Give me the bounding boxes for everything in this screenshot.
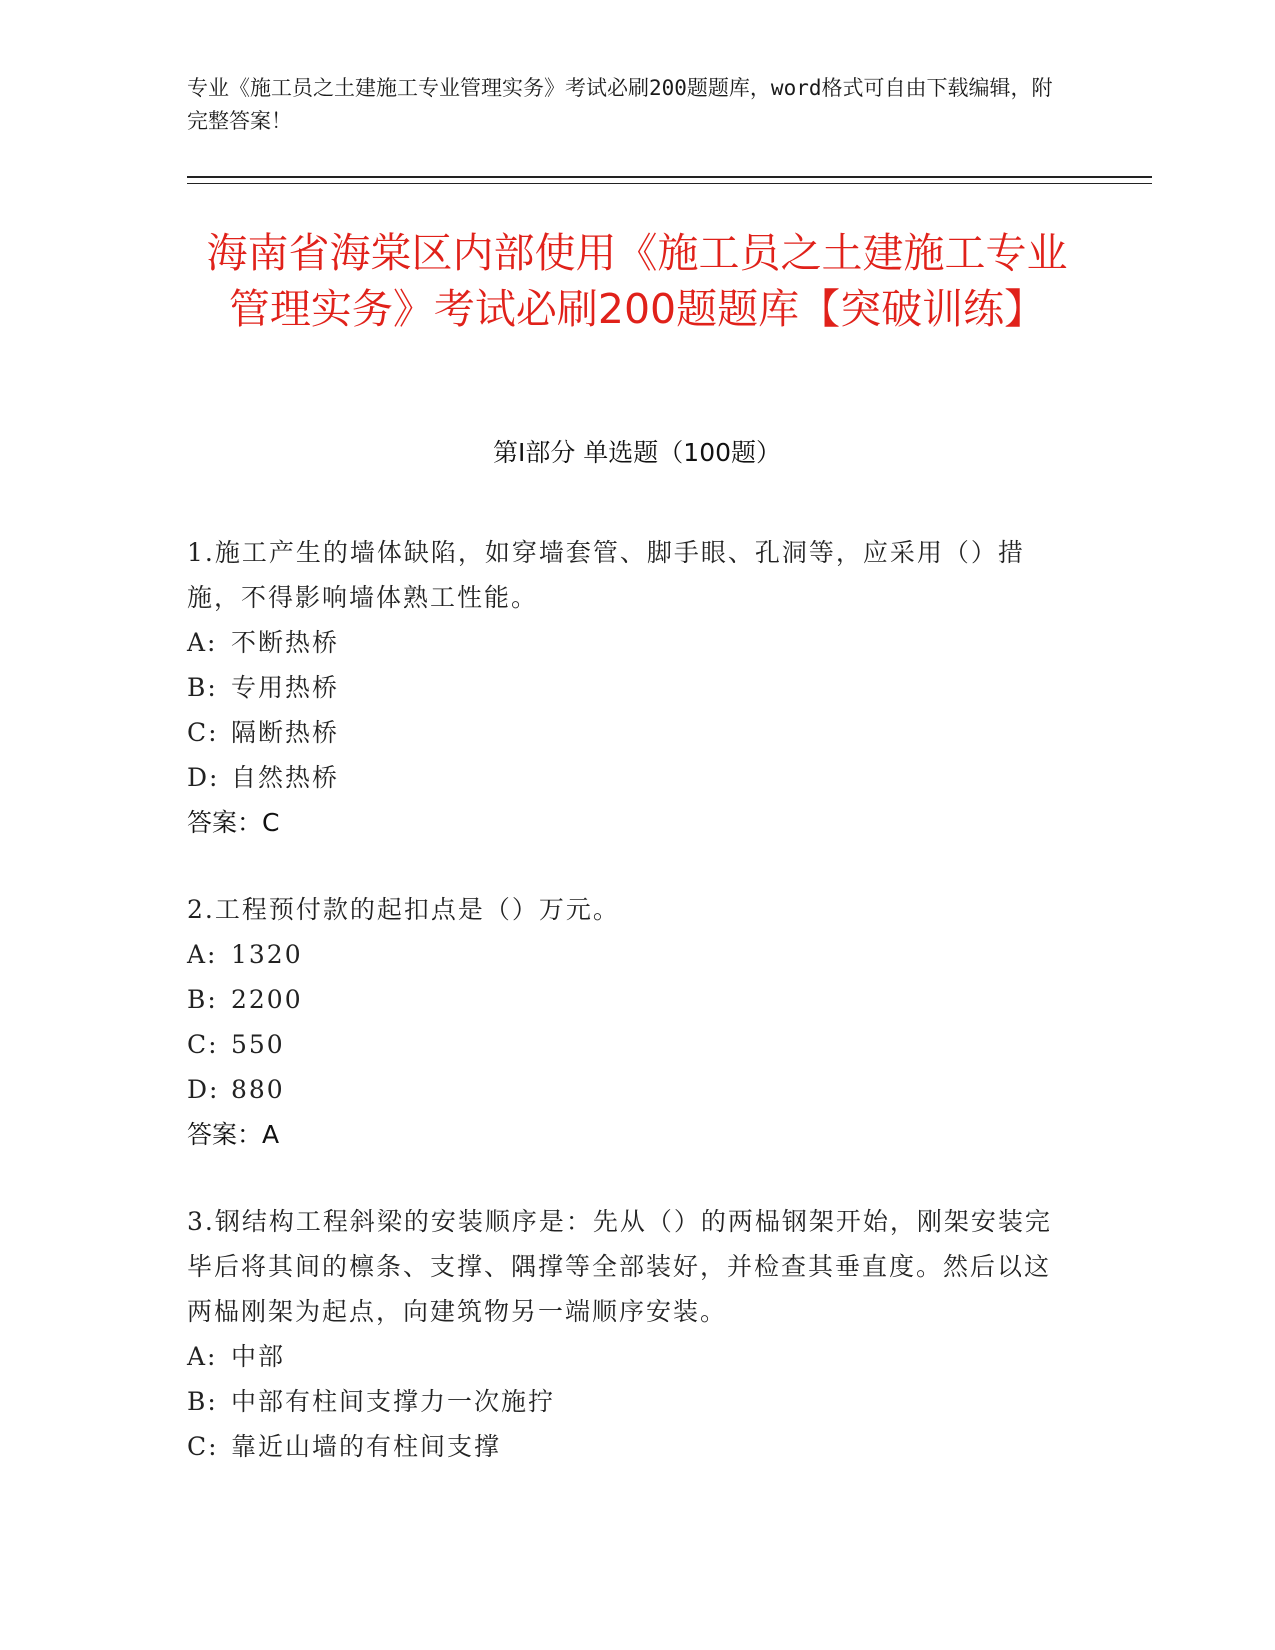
- answer-line: 答案：C: [187, 808, 280, 837]
- question-stem: 3.钢结构工程斜梁的安装顺序是：先从（）的两榀钢架开始，刚架安装完毕后将其间的檩条、支撑、隅撑等全部装好，并检查其垂直度。然后以这两榀刚架为起点，向建筑物另一端顺序安装。: [187, 1207, 1052, 1326]
- option-d: [187, 755, 1067, 800]
- option-c: [187, 710, 1067, 755]
- option-key: A:: [187, 1342, 218, 1371]
- question-1: [187, 530, 1067, 845]
- option-key: B:: [187, 673, 218, 702]
- option-text: 中部: [231, 1342, 286, 1371]
- header-note: 专业《施工员之土建施工专业管理实务》考试必刷200题题库，word格式可自由下载编辑，附完整答案！: [187, 76, 1053, 133]
- option-text: 自然热桥: [231, 763, 340, 792]
- option-c: [187, 1022, 1067, 1067]
- header-divider-thin: [187, 183, 1152, 184]
- option-a: [187, 932, 1067, 977]
- header-divider-thick: [187, 176, 1152, 178]
- option-text: 2200: [231, 985, 303, 1014]
- option-c: [187, 1424, 1067, 1469]
- question-stem: 2.工程预付款的起扣点是（）万元。: [187, 895, 620, 924]
- section-title: 第Ⅰ部分 单选题（100题）: [492, 438, 782, 467]
- option-a: [187, 1334, 1067, 1379]
- question-2: [187, 887, 1067, 1157]
- option-text: 靠近山墙的有柱间支撑: [231, 1432, 502, 1461]
- option-b: [187, 977, 1067, 1022]
- option-key: B:: [187, 1387, 218, 1416]
- question-stem: 1.施工产生的墙体缺陷，如穿墙套管、脚手眼、孔洞等，应采用（）措施，不得影响墙体熟工性能。: [187, 538, 1025, 612]
- option-text: 中部有柱间支撑力一次施拧: [231, 1387, 556, 1416]
- question-list: [187, 530, 1067, 1511]
- option-b: [187, 665, 1067, 710]
- option-key: D:: [187, 1075, 220, 1104]
- option-key: A:: [187, 628, 218, 657]
- question-3: [187, 1199, 1067, 1469]
- option-text: 550: [231, 1030, 285, 1059]
- option-text: 专用热桥: [231, 673, 340, 702]
- option-text: 880: [231, 1075, 285, 1104]
- answer-line: 答案：A: [187, 1120, 280, 1149]
- option-key: C:: [187, 718, 219, 747]
- document-title: 海南省海棠区内部使用《施工员之土建施工专业管理实务》考试必刷200题题库【突破训练】: [206, 229, 1068, 333]
- option-key: D:: [187, 763, 220, 792]
- option-text: 1320: [231, 940, 303, 969]
- option-a: [187, 620, 1067, 665]
- option-key: B:: [187, 985, 218, 1014]
- option-text: 隔断热桥: [231, 718, 340, 747]
- option-key: A:: [187, 940, 218, 969]
- option-d: [187, 1067, 1067, 1112]
- option-text: 不断热桥: [231, 628, 340, 657]
- option-key: C:: [187, 1432, 219, 1461]
- option-key: C:: [187, 1030, 219, 1059]
- option-b: [187, 1379, 1067, 1424]
